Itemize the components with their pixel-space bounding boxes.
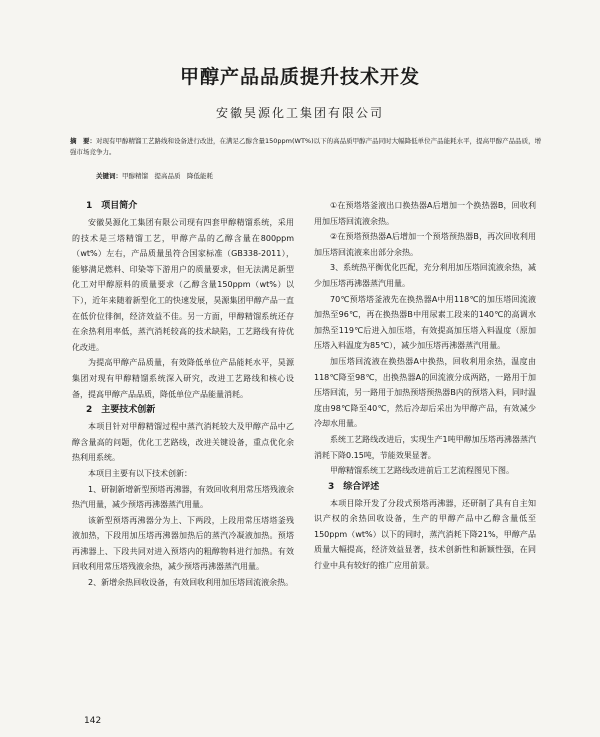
paragraph: 安徽昊源化工集团有限公司现有四套甲醇精馏系统，采用的技术是三塔精馏工艺，甲醇产品的乙醇含量在800ppm（wt%）左右，产品质量虽符合国家标准（GB338-2011），能够满足燃料、印染等下游用户的质量要求，但无法满足新型化工对甲醇原料的质量要求（乙醇含量150ppm（wt%）以下），近年来随着新型化工的快速发展，昊源集团甲醇产品一直在低价位徘徊，经济效益不佳。另一方面，甲醇精馏系统还存在余热利用率低，蒸汽消耗较高的技术缺陷，工艺路线有待优化改进。 (72, 218, 294, 352)
section-heading-summary: 3 综合评述 (328, 481, 380, 492)
paragraph: 3、系统热平衡优化匹配，充分利用加压塔回流液余热，减少加压塔再沸器蒸汽用量。 (314, 263, 536, 288)
section-heading-innovation: 2 主要技术创新 (86, 405, 156, 416)
author-organization: 安徽昊源化工集团有限公司 (215, 106, 384, 120)
paragraph: 加压塔回流液在换热器A中换热，回收利用余热，温度由118℃降至98℃，出换热器A的回流液分成两路，一路用于加压塔回流，另一路用于加热预塔预热器B内的预塔入料，同时温度由98℃降至40℃，然后冷却后采出为甲醇产品，有效减少冷却水用量。 (314, 356, 536, 429)
paragraph: 2、新增余热回收设备，有效回收利用加压塔回流液余热。 (88, 578, 294, 588)
page-number: 142 (84, 716, 102, 726)
right-column (314, 198, 536, 574)
paragraph: 为提高甲醇产品质量，有效降低单位产品能耗水平，昊源集团对现有甲醇精馏系统深入研究，改进工艺路线和核心设备，提高甲醇产品品质，降低单位产品能量消耗。 (72, 358, 294, 399)
keywords (96, 171, 536, 182)
paragraph: 本项目主要有以下技术创新： (88, 468, 192, 478)
abstract-label: 摘 要： (70, 137, 96, 145)
paragraph: 70℃预塔塔釜液先在换热器A中用118℃的加压塔回流液加热至96℃，再在换热器B中用尿素工段来的140℃的高调水加热至119℃后进入加压塔，有效提高加压塔入料温度（原加压塔入料温度为85℃），减少加压塔再沸器蒸汽用量。 (314, 294, 536, 351)
paragraph: ②在预塔预热器A后增加一个预塔预热器B，再次回收利用加压塔回流液来出部分余热。 (314, 232, 536, 257)
paragraph: 1、研制新增新型预塔再沸器，有效回收利用常压塔残液余热汽用量，减少预塔再沸器蒸汽用量。 (72, 484, 294, 510)
keywords-label: 关键词： (96, 172, 122, 180)
keywords-text: 甲醇精馏 提高品质 降低能耗 (122, 172, 213, 180)
paragraph: 本项目除开发了分段式预塔再沸器，还研制了具有自主知识产权的余热回收设备，生产的甲醇产品中乙醇含量低至150ppm（wt%）以下的同时，蒸汽消耗下降21%，甲醇产品质量大幅提高，经济效益显著，技术创新性和新颖性强，在同行业中具有较好的推广应用前景。 (314, 498, 536, 571)
paragraph: 该新型预塔再沸器分为上、下两段，上段用常压塔塔釜残液加热，下段用加压塔再沸器加热后的蒸汽冷凝液加热。预塔再沸器上、下段共同对进入预塔内的粗醇物料进行加热。有效回收利用常压塔残液余热，减少预塔再沸器蒸汽用量。 (72, 515, 294, 572)
left-column (72, 198, 294, 591)
section-heading-intro: 1 项目简介 (86, 201, 138, 211)
paragraph: 本项目针对甲醇精馏过程中蒸汽消耗较大及甲醇产品中乙醇含量高的问题，优化工艺路线，改进关键设备，重点优化余热利用系统。 (72, 422, 294, 463)
paragraph: ①在预塔塔釜液出口换热器A后增加一个换热器B，回收利用加压塔回流液余热。 (314, 201, 536, 226)
paragraph: 甲醇精馏系统工艺路线改进前后工艺流程图见下图。 (330, 466, 514, 476)
paragraph: 系统工艺路线改进后，实现生产1吨甲醇加压塔再沸器蒸汽消耗下降0.15吨，节能效果显著。 (314, 434, 536, 460)
abstract-text: 对现有甲醇精馏工艺路线和设备进行改进，在满足乙醇含量150ppm(WT%)以下的高品质甲醇产品同时大幅降低单位产品能耗水平，提高甲醇产品品质，增强市场竞争力。 (70, 137, 542, 157)
abstract (70, 136, 542, 158)
paper-title: 甲醇产品品质提升技术开发 (179, 66, 420, 88)
